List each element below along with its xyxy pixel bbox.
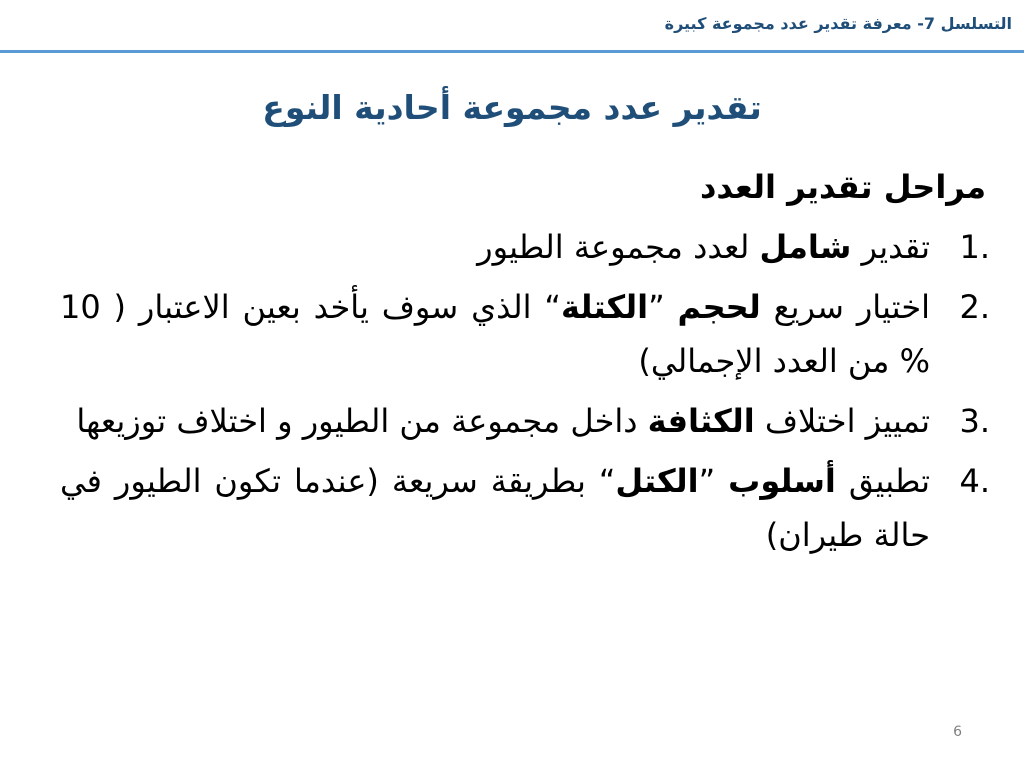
text-segment: تطبيق — [835, 462, 931, 500]
header-title: التسلسل 7- معرفة تقدير عدد مجموعة كبيرة — [664, 14, 1012, 33]
list-item-text — [60, 454, 930, 562]
steps-heading: مراحل تقدير العدد — [700, 168, 986, 206]
emphasis-text: لحجم — [677, 288, 761, 326]
header-divider — [0, 50, 1024, 53]
list-item-number: 3. — [959, 402, 990, 440]
list-item-number: 1. — [959, 228, 990, 266]
page-number: 6 — [953, 724, 962, 740]
text-segment: داخل مجموعة من الطيور و اختلاف توزيعها — [76, 402, 648, 440]
slide-title: تقدير عدد مجموعة أحادية النوع — [262, 88, 762, 127]
text-segment: تقدير — [851, 228, 930, 266]
list-item — [60, 280, 990, 388]
emphasis-text: شامل — [759, 228, 852, 266]
emphasis-text: الكتلة — [560, 288, 649, 326]
text-segment: ” — [648, 288, 678, 326]
list-item — [60, 394, 990, 448]
text-segment: لعدد مجموعة الطيور — [477, 228, 760, 266]
list-item — [60, 454, 990, 562]
text-segment: ” — [698, 462, 729, 500]
text-segment: “ الذي سوف يأخد بعين الاعتبار ( 10 % من العدد الإجمالي) — [60, 288, 930, 380]
text-segment: اختيار سريع — [760, 288, 931, 326]
steps-list — [60, 220, 990, 562]
slide-content — [60, 168, 990, 568]
list-item — [60, 220, 990, 274]
emphasis-text: الكثافة — [647, 402, 755, 440]
slide-header — [0, 0, 1024, 50]
list-item-text — [60, 220, 930, 274]
list-item-text — [60, 280, 930, 388]
text-segment: “ بطريقة سريعة (عندما تكون الطيور في حالة طيران) — [60, 462, 930, 554]
emphasis-text: الكتل — [615, 462, 699, 500]
list-item-number: 2. — [959, 288, 990, 326]
list-item-text — [60, 394, 930, 448]
emphasis-text: أسلوب — [728, 462, 836, 500]
list-item-number: 4. — [959, 462, 990, 500]
text-segment: تمييز اختلاف — [754, 402, 930, 440]
